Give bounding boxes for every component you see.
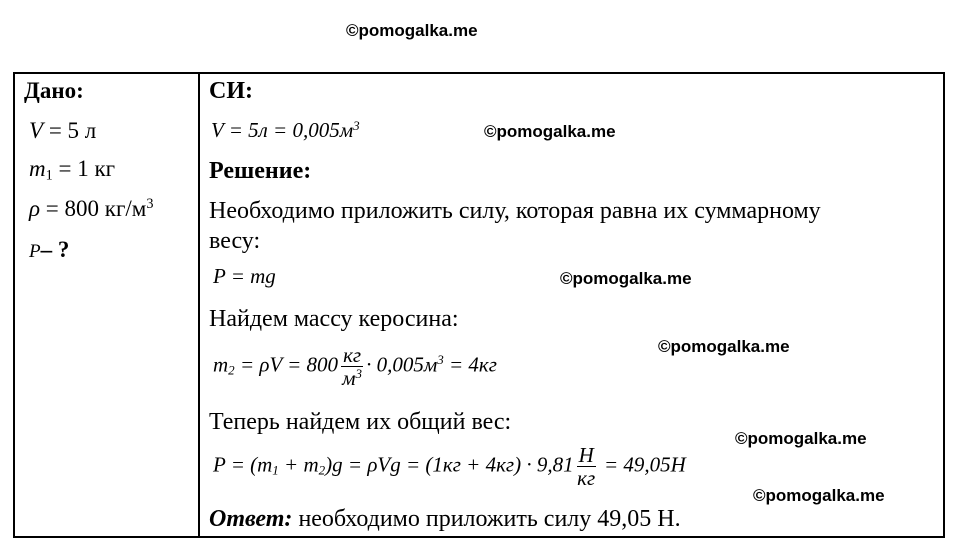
watermark: ©pomogalka.me [346,21,478,40]
solution-text-1b: весу: [209,228,261,254]
si-formula-exponent: 3 [353,117,360,133]
column-divider [198,74,200,536]
density-symbol: ρ [29,196,41,221]
watermark: ©pomogalka.me [753,486,885,505]
si-formula [211,118,360,143]
unknown-mark: – ? [40,237,70,262]
formula-weight: P = mg [213,264,276,288]
answer-label: Ответ: [209,506,293,532]
formula-total-weight [213,444,686,489]
given-mass1 [29,156,115,182]
mass1-value: = 1 кг [52,156,116,181]
mass-formula-part-c: = 4кг [443,352,497,377]
volume-value: = 5 л [43,118,97,143]
watermark: ©pomogalka.me [560,269,692,288]
mass-formula-part-a: = ρV = 800 [234,352,339,377]
given-heading: Дано: [24,78,84,103]
density-exponent: 3 [146,196,154,213]
solution-heading: Решение: [209,158,312,184]
force-unit-fraction [577,444,596,489]
answer [209,506,681,533]
answer-text: необходимо приложить силу 49,05 Н. [292,506,681,532]
si-formula-text: V = 5л = 0,005м [211,118,354,142]
mass-formula-exponent: 3 [437,352,444,368]
solution-text-2: Найдем массу керосина: [209,306,459,332]
mass2-subscript: 2 [228,362,235,378]
fraction-numerator: Н [578,443,594,467]
watermark: ©pomogalka.me [735,429,867,448]
density-unit-fraction [341,344,363,389]
given-volume [29,118,96,144]
weight-formula-sub2: 2 [318,462,326,478]
given-density [29,196,153,222]
watermark: ©pomogalka.me [484,122,616,141]
volume-symbol: V [29,118,44,143]
mass1-subscript: 1 [45,167,53,184]
mass2-symbol: m [213,352,229,377]
weight-formula-sub1: 1 [272,462,279,478]
weight-symbol: P [29,241,41,262]
watermark: ©pomogalka.me [658,337,790,356]
si-heading: СИ: [209,78,253,104]
fraction-numerator: кг [343,343,362,367]
solution-table [13,72,945,538]
solution-text-1: Необходимо приложить силу, которая равна их суммарному [209,198,821,224]
solution-text-3: Теперь найдем их общий вес: [209,409,512,435]
mass1-symbol: m [29,156,46,181]
weight-formula-part-b: + m [278,452,319,477]
fraction-denominator: $м^3$ [342,365,363,391]
weight-formula-part-c: )g = ρVg = (1кг + 4кг) · 9,81 [325,452,574,477]
mass-formula-part-b: · 0,005м [366,352,438,377]
formula-mass [213,344,497,389]
density-value: = 800 кг/м [40,196,147,221]
fraction-denominator: кг [577,466,596,491]
given-unknown [29,237,69,263]
weight-formula-part-d: = 49,05Н [598,452,686,477]
weight-formula-part-a: P = (m [213,452,273,477]
